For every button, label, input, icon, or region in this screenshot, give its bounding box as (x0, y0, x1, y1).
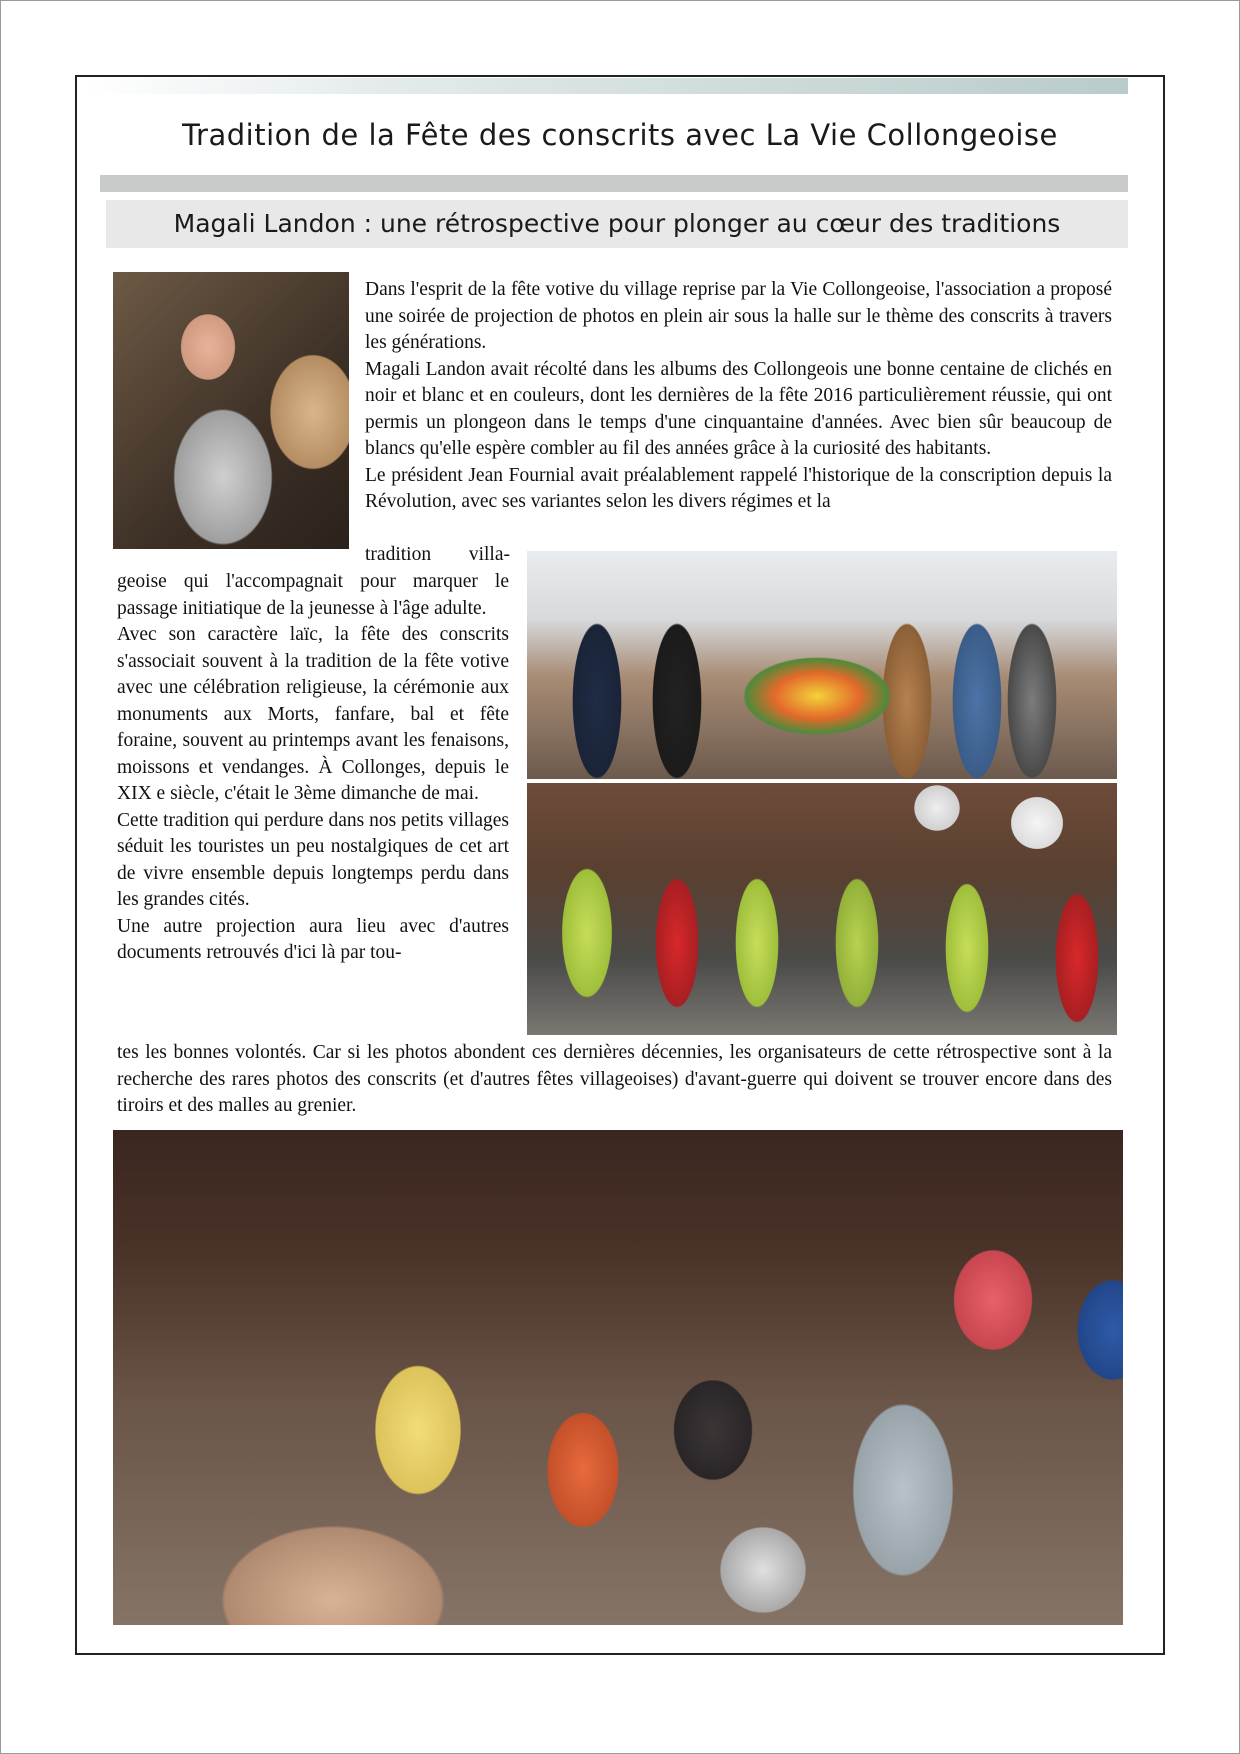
top-decorative-band (82, 78, 1128, 94)
paragraph-closing: tes les bonnes volontés. Car si les photos abondent ces dernières décennies, les organisateurs de cette rétrospective sont à la recherche des rares photos des conscrits (et d'autres fêtes villageoises) d'avant-guerre qui doivent se trouver encore dans des tiroirs et des malles au grenier. (117, 1042, 1112, 1116)
paragraph-tradition-continued: geoise qui l'accompagnait pour marquer le passage initiatique de la jeunesse à l'âge adulte. (117, 571, 509, 619)
paragraph-laic: Avec son caractère laïc, la fête des conscrits s'associait souvent à la tradition de la fête votive avec une célébration religieuse, la cérémonie aux monuments aux Morts, fanfare, bal et fête foraine, souvent au printemps avant les fenaisons, moissons et vendanges. À Collonges, depuis le XIX e siècle, c'était le 3ème dimanche de mai. (117, 624, 509, 804)
paragraph-intro: Dans l'esprit de la fête votive du village reprise par la Vie Collongeoise, l'association a proposé une soirée de projection de photos en plein air sous la halle sur le thème des conscrits à travers les générations. (365, 279, 1112, 353)
conscripts-group-photo (527, 551, 1117, 779)
paragraph-tourists: Cette tradition qui perdure dans nos petits villages séduit les touristes un peu nostalgiques de cet art de vivre ensemble depuis longtemps perdu dans les grandes cités. (117, 809, 509, 910)
paragraph-president-continued: tradition villa- (365, 544, 510, 565)
portrait-photo (113, 272, 349, 549)
title-divider (100, 175, 1128, 192)
marching-band-photo (527, 783, 1117, 1035)
paragraph-next-projection: Une autre projection aura lieu avec d'autres documents retrouvés d'ici là par tou- (117, 915, 509, 963)
article-title: Tradition de la Fête des conscrits avec La Vie Collongeoise (182, 118, 1058, 152)
paragraph-magali: Magali Landon avait récolté dans les albums des Collongeois une bonne centaine de clichés en noir et blanc et en couleurs, dont les dernières de la fête 2016 particulièrement réussie, qui ont permis un plongeon dans le temps d'une cinquantaine d'années. Avec bien sûr beaucoup de blancs qu'elle espère combler au fil des années grâce à la curiosité des habitants. (365, 358, 1112, 459)
paragraph-president: Le président Jean Fournial avait préalablement rappelé l'historique de la conscription depuis la Révolution, avec ses variantes selon les divers régimes et la (365, 464, 1112, 512)
audience-photo (113, 1130, 1123, 1625)
article-subtitle: Magali Landon : une rétrospective pour plonger au cœur des traditions (106, 200, 1128, 248)
left-column-text (117, 569, 509, 967)
right-column-text (365, 277, 1112, 516)
